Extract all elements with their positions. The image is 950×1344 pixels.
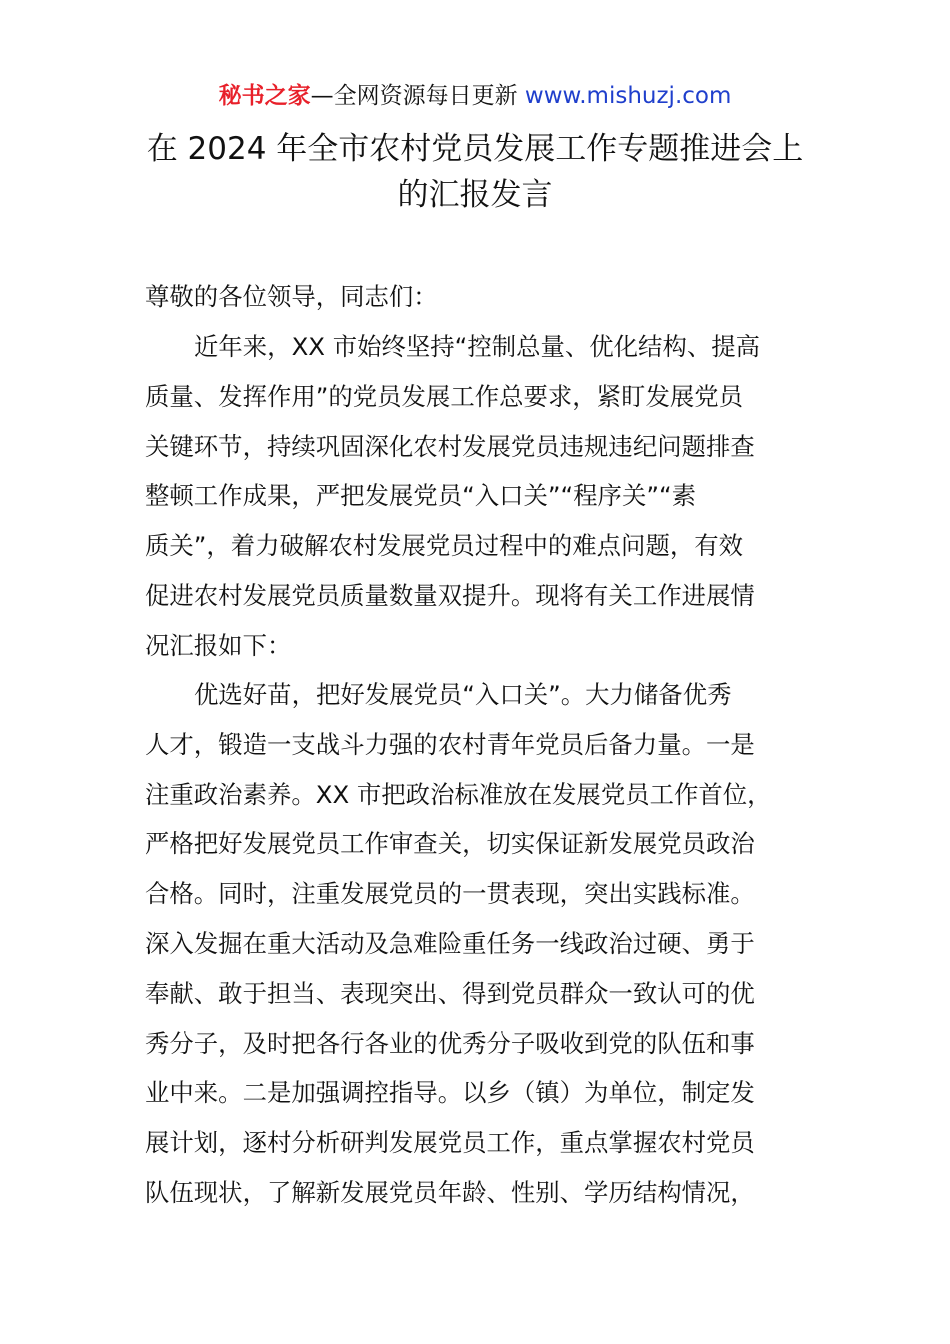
- paragraph-line: 注重政治素养。XX 市把政治标准放在发展党员工作首位，: [145, 779, 772, 809]
- salutation: [145, 272, 815, 322]
- salutation-text: 尊敬的各位领导，同志们：: [145, 282, 438, 311]
- paragraph-line: 深入发掘在重大活动及急难险重任务一线政治过硬、勇于: [145, 928, 755, 958]
- site-link[interactable]: www.mishuzj.com: [524, 83, 732, 109]
- paragraph-line: 秀分子，及时把各行各业的优秀分子吸收到党的队伍和事: [145, 1028, 755, 1058]
- paragraph-line: 展计划，逐村分析研判发展党员工作，重点掌握农村党员: [145, 1128, 755, 1158]
- paragraph-line: 严格把好发展党员工作审查关，切实保证新发展党员政治: [145, 829, 755, 859]
- title-line: 的汇报发言: [397, 177, 553, 213]
- paragraph-line: 人才，锻造一支战斗力强的农村青年党员后备力量。一是: [145, 729, 755, 759]
- paragraph-line: 近年来，XX 市始终坚持“控制总量、优化结构、提高: [194, 332, 761, 361]
- paragraph-intro: [145, 322, 815, 671]
- paragraph-line: 促进农村发展党员质量数量双提升。现将有关工作进展情: [145, 580, 755, 610]
- site-header: [0, 80, 950, 112]
- paragraph-line: 队伍现状，了解新发展党员年龄、性别、学历结构情况，: [145, 1177, 755, 1207]
- document-title: [100, 126, 850, 218]
- paragraph-line: 况汇报如下：: [145, 630, 292, 660]
- paragraph-line: 合格。同时，注重发展党员的一贯表现，突出实践标准。: [145, 879, 755, 909]
- paragraph-line: 优选好苗，把好发展党员“入口关”。大力储备优秀: [194, 680, 732, 709]
- brand-name: 秘书之家: [218, 83, 311, 109]
- paragraph-line: 质量、发挥作用”的党员发展工作总要求，紧盯发展党员: [145, 381, 744, 411]
- title-line: 在 2024 年全市农村党员发展工作专题推进会上: [146, 131, 804, 167]
- paragraph-line: 业中来。二是加强调控指导。以乡（镇）为单位，制定发: [145, 1078, 755, 1108]
- header-tagline: —全网资源每日更新: [310, 83, 525, 109]
- paragraph-line: 奉献、敢于担当、表现突出、得到党员群众一致认可的优: [145, 978, 755, 1008]
- paragraph-line: 关键环节，持续巩固深化农村发展党员违规违纪问题排查: [145, 431, 755, 461]
- paragraph-selection: [145, 670, 815, 1218]
- paragraph-line: 整顿工作成果，严把发展党员“入口关”“程序关”“素: [145, 481, 696, 511]
- paragraph-line: 质关”，着力破解农村发展党员过程中的难点问题，有效: [145, 531, 744, 561]
